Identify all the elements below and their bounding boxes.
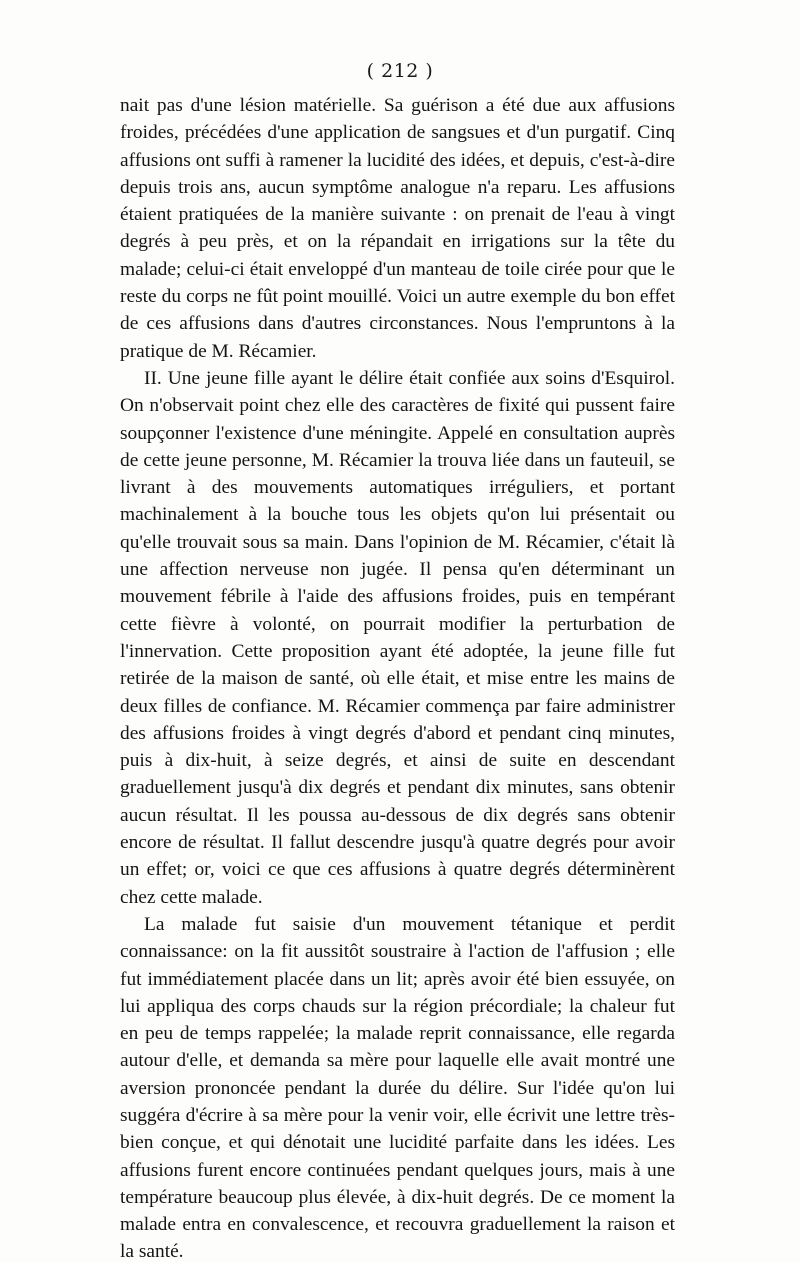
page-number: ( 212 )	[366, 60, 434, 82]
page-body	[120, 92, 675, 1266]
paragraph-continuation: nait pas d'une lésion matérielle. Sa guérison a été due aux affusions froides, précédées d'une application de sangsues et d'un purgatif. Cinq affusions ont suffi à ramener la lucidité des idées, et depuis, c'est-à-dire depuis trois ans, aucun symptôme analogue n'a reparu. Les affusions étaient pratiquées de la manière suivante : on prenait de l'eau à vingt degrés à peu près, et on la répandait en irrigations sur la tête du malade; celui-ci était enveloppé d'un manteau de toile cirée pour que le reste du corps ne fût point mouillé. Voici un autre exemple du bon effet de ces affusions dans d'autres circonstances. Nous l'empruntons à la pratique de M. Récamier.	[120, 95, 675, 362]
paragraph-case-ii: II. Une jeune fille ayant le délire était confiée aux soins d'Esquirol. On n'observait point chez elle des caractères de fixité qui pussent faire soupçonner l'existence d'une méningite. Appelé en consultation auprès de cette jeune personne, M. Récamier la trouva liée dans un fauteuil, se livrant à des mouvements automatiques irréguliers, et portant machinalement à la bouche tous les objets qu'on lui présentait ou qu'elle trouvait sous sa main. Dans l'opinion de M. Récamier, c'était là une affection nerveuse non jugée. Il pensa qu'en déterminant un mouvement fébrile à l'aide des affusions froides, puis en tempérant cette fièvre à volonté, on pourrait modifier la perturbation de l'innervation. Cette proposition ayant été adoptée, la jeune fille fut retirée de la maison de santé, où elle était, et mise entre les mains de deux filles de confiance. M. Récamier commença par faire administrer des affusions froides à vingt degrés d'abord et pendant cinq minutes, puis à dix-huit, à seize degrés, et ainsi de suite en descendant graduellement jusqu'à dix degrés et pendant dix minutes, sans obtenir aucun résultat. Il les poussa au-dessous de dix degrés sans obtenir encore de résultat. Il fallut descendre jusqu'à quatre degrés pour avoir un effet; or, voici ce que ces affusions à quatre degrés déterminèrent chez cette malade.	[120, 367, 675, 908]
paragraph-outcome: La malade fut saisie d'un mouvement tétanique et perdit connaissance: on la fit aussitôt soustraire à l'action de l'affusion ; elle fut immédiatement placée dans un lit; après avoir été bien essuyée, on lui appliqua des corps chauds sur la région précordiale; la chaleur fut en peu de temps rappelée; la malade reprit connaissance, elle regarda autour d'elle, et demanda sa mère pour laquelle elle avait montré une aversion prononcée pendant la durée du délire. Sur l'idée qu'on lui suggéra d'écrire à sa mère pour la venir voir, elle écrivit une lettre très-bien conçue, et qui dénotait une lucidité parfaite dans les idées. Les affusions furent encore continuées pendant quelques jours, mais à une température beaucoup plus élevée, à dix-huit degrés. De ce moment la malade entra en convalescence, et recouvra graduellement la raison et la santé.	[120, 913, 675, 1263]
